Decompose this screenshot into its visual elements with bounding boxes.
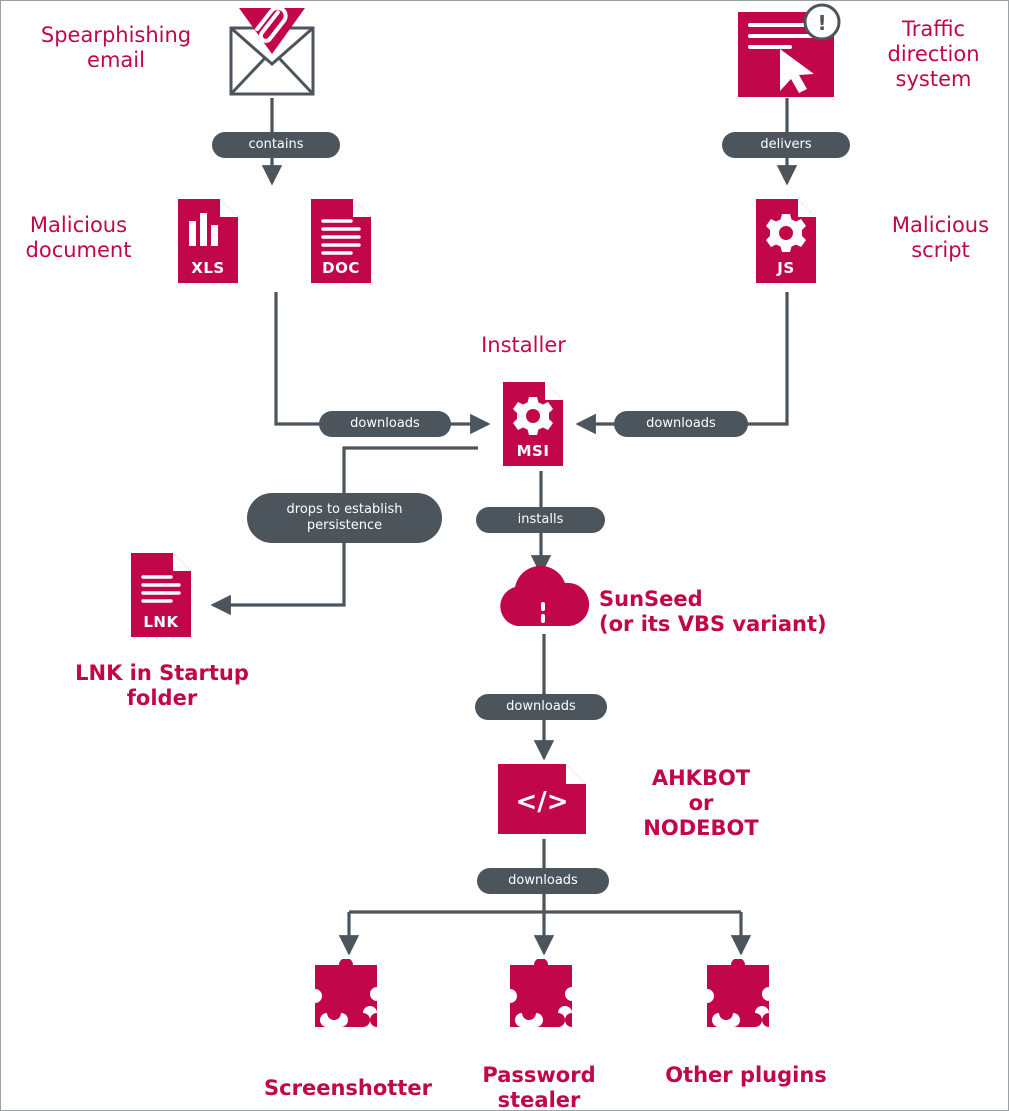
edge-label-docs-downloads: downloads (319, 411, 451, 437)
lnk-badge-label: LNK (143, 613, 179, 631)
node-spearphishing-email[interactable] (221, 6, 323, 102)
node-sunseed[interactable] (493, 566, 593, 642)
edge-label-sunseed-downloads: downloads (475, 694, 607, 720)
edge-label-drops-persistence: drops to establish persistence (247, 493, 442, 543)
label-ahkbot: AHKBOT or NODEBOT (643, 766, 759, 840)
node-js-script[interactable] (756, 199, 816, 283)
label-password-stealer: Password stealer (482, 1063, 596, 1111)
label-traffic-direction-system: Traffic direction system (887, 17, 980, 91)
node-lnk-file[interactable] (131, 553, 191, 637)
label-installer: Installer (481, 333, 566, 357)
label-other-plugins: Other plugins (665, 1063, 827, 1087)
edge-label-delivers: delivers (722, 132, 850, 158)
text-document-icon (311, 199, 371, 283)
puzzle-piece-icon (309, 959, 389, 1039)
node-other-plugins[interactable] (701, 959, 781, 1043)
code-document-icon (498, 764, 586, 834)
doc-badge-label: DOC (322, 259, 360, 277)
edge-label-installs: installs (476, 507, 605, 533)
node-screenshotter[interactable] (309, 959, 389, 1043)
node-traffic-direction-system[interactable] (734, 3, 844, 103)
msi-badge-label: MSI (516, 442, 550, 460)
envelope-attachment-icon (221, 6, 323, 98)
puzzle-piece-icon (504, 959, 584, 1039)
node-doc-document[interactable] (311, 199, 371, 283)
label-malicious-script: Malicious script (891, 213, 990, 262)
puzzle-piece-icon (701, 959, 781, 1039)
node-password-stealer[interactable] (504, 959, 584, 1043)
node-msi-installer[interactable] (503, 382, 563, 466)
installer-gear-document-icon (503, 382, 563, 466)
js-badge-label: JS (777, 259, 795, 277)
node-ahkbot[interactable] (498, 764, 586, 834)
edge-label-contains: contains (212, 132, 340, 158)
label-malicious-document: Malicious document (25, 213, 132, 262)
edge-label-ahkbot-downloads: downloads (477, 868, 609, 894)
xls-badge-label: XLS (191, 259, 225, 277)
script-gear-document-icon (756, 199, 816, 283)
spreadsheet-document-icon (178, 199, 238, 283)
node-xls-document[interactable] (178, 199, 238, 283)
browser-window-alert-icon (734, 3, 844, 99)
label-screenshotter: Screenshotter (264, 1076, 432, 1100)
label-sunseed: SunSeed (or its VBS variant) (599, 587, 827, 636)
svg-text:!: ! (817, 11, 827, 35)
svg-text:</>: </> (515, 787, 569, 817)
label-spearphishing-email: Spearphishing email (40, 23, 192, 72)
label-lnk-startup-folder: LNK in Startup folder (75, 661, 249, 710)
cloud-download-icon (493, 566, 593, 638)
edge-label-js-downloads: downloads (614, 411, 748, 437)
shortcut-document-icon (131, 553, 191, 637)
